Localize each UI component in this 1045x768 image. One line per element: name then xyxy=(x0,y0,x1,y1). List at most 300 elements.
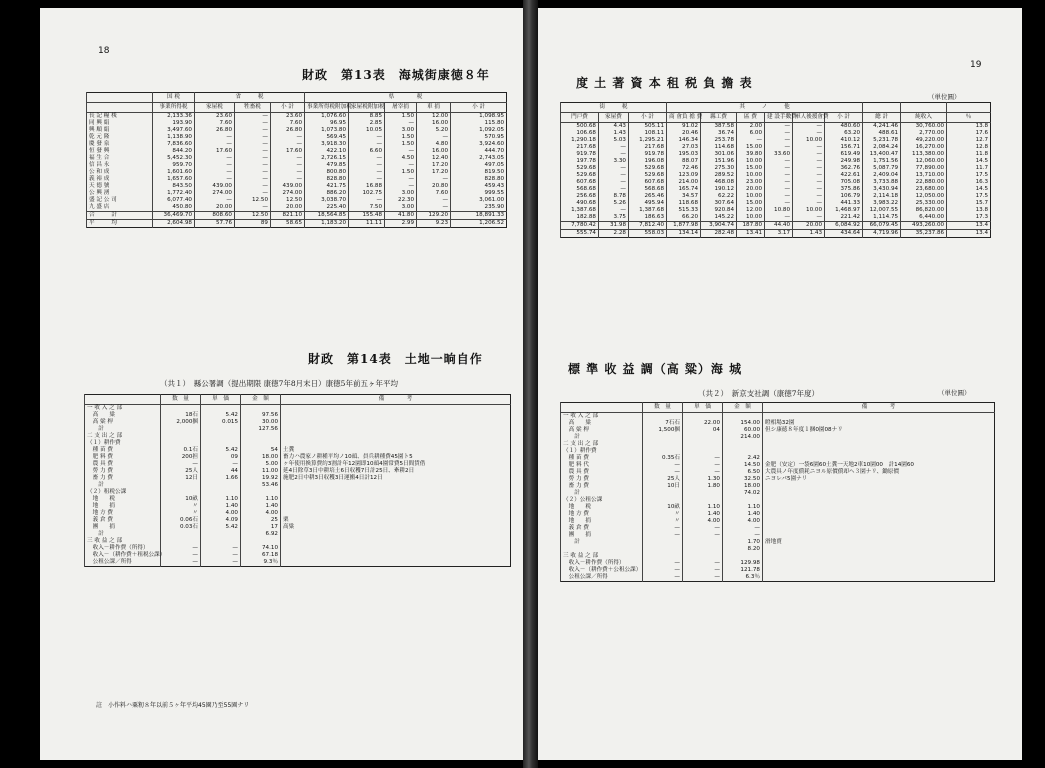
table-cell: 1,295.21 xyxy=(629,137,667,144)
table-row xyxy=(561,469,995,476)
row-label: 地 方 費 xyxy=(561,511,643,518)
table-cell: 0.03石 xyxy=(161,524,201,531)
table-cell: 7.60 xyxy=(271,120,305,127)
table-cell: 30,760.00 xyxy=(901,123,947,131)
table-cell: — xyxy=(271,169,305,176)
table-cell: 3.75 xyxy=(599,214,629,222)
table-cell: — xyxy=(683,574,723,582)
table-cell: 127.56 xyxy=(241,426,281,433)
table-row xyxy=(561,448,995,455)
table-row xyxy=(561,214,991,222)
right-page xyxy=(538,8,1022,760)
table-cell: — xyxy=(235,204,271,212)
table-cell xyxy=(281,482,511,489)
row-label: 合 計 xyxy=(87,212,153,220)
column-header: 備 考 xyxy=(281,395,511,405)
table-cell: 44.40 xyxy=(765,222,793,230)
table-cell xyxy=(281,412,511,419)
row-label: 一 收 入 之 部 xyxy=(85,405,161,413)
table-cell: — xyxy=(793,186,825,193)
table-cell xyxy=(763,525,995,532)
table-row xyxy=(561,151,991,158)
table-cell: 12,050.00 xyxy=(901,193,947,200)
table-cell: — xyxy=(195,141,235,148)
row-label: 勞 力 費 xyxy=(85,468,161,475)
row-label: 平 均 xyxy=(87,220,153,228)
table-cell: 13.4 xyxy=(947,222,991,230)
column-header: ％ xyxy=(947,113,991,123)
table-cell: 1,387.68 xyxy=(629,207,667,214)
column-header: 軍人後援會費 xyxy=(793,113,825,123)
table-cell: 421.75 xyxy=(305,183,349,190)
table-cell xyxy=(763,511,995,518)
table-cell: 17.6 xyxy=(947,130,991,137)
table14-note: 註 小作料ハ粟籾８年以前５ヶ年平均45園乃至55園ナリ xyxy=(96,702,250,709)
table-cell: — xyxy=(235,169,271,176)
table-cell: 3,061.00 xyxy=(451,197,507,204)
table-row xyxy=(561,574,995,582)
row-label: 肥 料 代 xyxy=(561,462,643,469)
table14-cont-title: 標 準 收 益 調（高 粱）海 城 xyxy=(568,362,743,376)
row-label: 490.68 xyxy=(561,200,599,207)
table-cell: 186.63 xyxy=(629,214,667,222)
table13-left-part xyxy=(86,92,507,228)
table-cell: 362.76 xyxy=(825,165,863,172)
table-cell: — xyxy=(793,179,825,186)
table-cell: 1.40 xyxy=(683,511,723,518)
table-cell: — xyxy=(201,559,241,567)
table-cell: — xyxy=(271,162,305,169)
table-cell: 3,904.74 xyxy=(701,222,737,230)
table-cell: 1.50 xyxy=(385,141,417,148)
table-cell: 1.43 xyxy=(793,230,825,238)
table-row xyxy=(561,158,991,165)
table-row xyxy=(561,546,995,553)
table-cell: 387.58 xyxy=(701,123,737,131)
table-cell xyxy=(683,448,723,455)
row-label: 收入－耕作費（所得） xyxy=(85,545,161,552)
row-label: 555.74 xyxy=(561,230,599,238)
table-row xyxy=(85,524,511,531)
table-cell xyxy=(281,440,511,447)
column-header: 商 會負 擔 費 xyxy=(667,113,701,123)
table-cell: — xyxy=(235,162,271,169)
table-cell: 187.80 xyxy=(737,222,765,230)
table-cell: — xyxy=(349,162,385,169)
table-cell: 886.20 xyxy=(305,190,349,197)
column-header: 家屋税附加税 xyxy=(349,103,385,113)
table-cell: 529.68 xyxy=(629,172,667,179)
table-row xyxy=(561,193,991,200)
table-cell: 26.80 xyxy=(195,127,235,134)
row-label: 計 xyxy=(85,482,161,489)
table-cell: 4,241.46 xyxy=(863,123,901,131)
row-label: 地 税 xyxy=(85,496,161,503)
row-label: 肥 料 費 xyxy=(85,454,161,461)
table-cell: 14.50 xyxy=(723,462,763,469)
table-cell: — xyxy=(349,169,385,176)
table-cell: — xyxy=(235,127,271,134)
table-cell: — xyxy=(765,137,793,144)
table-row xyxy=(85,447,511,454)
table-cell: 22.30 xyxy=(385,197,417,204)
table-cell: 1.66 xyxy=(201,475,241,482)
row-label: 計 xyxy=(561,434,643,441)
table-cell xyxy=(723,413,763,421)
table-row xyxy=(561,123,991,131)
table-cell: 栗 xyxy=(281,517,511,524)
table-cell: 延4日除草3日中耕培土6日収穫7日計25日、牽耕2日 xyxy=(281,468,511,475)
table-cell: — xyxy=(195,176,235,183)
table14-title: 財政 第14表 土地一晌自作 xyxy=(308,352,483,366)
table-row xyxy=(85,531,511,538)
table-cell: — xyxy=(643,462,683,469)
table-cell xyxy=(763,504,995,511)
table-cell: 488.61 xyxy=(863,130,901,137)
table-cell: 1,073.80 xyxy=(305,127,349,134)
table-cell: 6.60 xyxy=(349,148,385,155)
table-cell: 1.40 xyxy=(241,503,281,510)
table-cell: 14.5 xyxy=(947,186,991,193)
table-cell: 1.50 xyxy=(385,134,417,141)
table-cell: — xyxy=(235,155,271,162)
table-row xyxy=(87,127,507,134)
table-row xyxy=(87,148,507,155)
table-cell: 57.76 xyxy=(195,220,235,228)
table-cell: 〃 xyxy=(643,518,683,525)
row-label: 慶 發 泉 xyxy=(87,141,153,148)
table-cell: 6.50 xyxy=(723,469,763,476)
table-cell: 〃 xyxy=(161,510,201,517)
table-cell: 25人 xyxy=(643,476,683,483)
table-row xyxy=(85,405,511,413)
column-header: 牲畜税 xyxy=(235,103,271,113)
table-cell: — xyxy=(385,148,417,155)
table-cell: 106.79 xyxy=(825,193,863,200)
row-label: 畜 力 費 xyxy=(85,475,161,482)
table-cell: 20.46 xyxy=(667,130,701,137)
table-cell xyxy=(683,434,723,441)
table-cell: 422.10 xyxy=(305,148,349,155)
table-cell: — xyxy=(793,172,825,179)
table-cell xyxy=(241,440,281,447)
table-cell xyxy=(763,567,995,574)
row-label: 福 生 合 xyxy=(87,155,153,162)
table-row xyxy=(561,413,995,421)
table-cell: 10.00 xyxy=(737,193,765,200)
table-cell: 3.00 xyxy=(385,204,417,212)
table-cell: 17.60 xyxy=(271,148,305,155)
table-cell: 34.57 xyxy=(667,193,701,200)
table-cell xyxy=(241,489,281,496)
table-cell: 86,820.00 xyxy=(901,207,947,214)
table-cell: 441.33 xyxy=(825,200,863,207)
table-cell: 17.20 xyxy=(417,169,451,176)
table-row xyxy=(87,155,507,162)
table-cell: 10.00 xyxy=(737,172,765,179)
table-cell: 10.05 xyxy=(349,127,385,134)
table-cell xyxy=(683,413,723,421)
table-cell: 88.07 xyxy=(667,158,701,165)
table-cell: 497.05 xyxy=(451,162,507,169)
table-cell: 7.60 xyxy=(195,120,235,127)
table-cell: 17.5 xyxy=(947,172,991,179)
table-cell: — xyxy=(235,176,271,183)
table-cell xyxy=(281,496,511,503)
table-cell xyxy=(723,497,763,504)
table-cell: 3,038.70 xyxy=(305,197,349,204)
table-cell xyxy=(241,405,281,413)
table-cell: 13.41 xyxy=(737,230,765,238)
table-cell: 9.23 xyxy=(417,220,451,228)
table-cell: 495.94 xyxy=(629,200,667,207)
table14-cont-unit: （単位圓） xyxy=(938,389,971,397)
table-cell: 97.56 xyxy=(241,412,281,419)
table-cell: 1,468.97 xyxy=(825,207,863,214)
table-cell xyxy=(201,440,241,447)
table-cell: 1,183.20 xyxy=(305,220,349,228)
table-cell: 844.20 xyxy=(153,148,195,155)
row-label: 高 粱 xyxy=(85,412,161,419)
table-cell: 479.85 xyxy=(305,162,349,169)
table-cell: — xyxy=(195,134,235,141)
table-cell: 828.80 xyxy=(451,176,507,183)
row-label: 7,780.42 xyxy=(561,222,599,230)
table-cell: — xyxy=(683,560,723,567)
table-cell: 畜力ハ農家ノ耕種平均ノ10頭、員兵耕種費45園ト5 xyxy=(281,454,511,461)
row-label: 高 粱 xyxy=(561,420,643,427)
table-cell: 11.11 xyxy=(349,220,385,228)
table-cell xyxy=(281,545,511,552)
table-cell: 0.015 xyxy=(201,419,241,426)
table-cell: 10.80 xyxy=(765,207,793,214)
table-cell: 274.00 xyxy=(195,190,235,197)
table14-subtitle: （共１） 縣公署調（提出期限 康徳7年8月末日）康徳5年前五ヶ年平均 xyxy=(160,379,398,388)
table-row xyxy=(85,454,511,461)
table-cell xyxy=(161,489,201,496)
table-cell: 6.00 xyxy=(737,130,765,137)
table-cell: — xyxy=(599,172,629,179)
table-cell: 30.00 xyxy=(241,419,281,426)
table-cell: — xyxy=(349,134,385,141)
table-cell xyxy=(201,426,241,433)
table-cell: 5,452.30 xyxy=(153,155,195,162)
table-cell: 568.68 xyxy=(629,186,667,193)
table-cell: 77,890.00 xyxy=(901,165,947,172)
table-cell: 13,710.00 xyxy=(901,172,947,179)
table-cell: 4.00 xyxy=(241,510,281,517)
table-cell: 4.43 xyxy=(599,123,629,131)
table-cell: 11.8 xyxy=(947,151,991,158)
row-label: 團 捐 xyxy=(85,524,161,531)
table-cell xyxy=(723,441,763,448)
row-label: 九 盛 店 xyxy=(87,204,153,212)
table-cell: 439.00 xyxy=(271,183,305,190)
table-cell: 04 xyxy=(683,427,723,434)
column-header: 門戸費 xyxy=(561,113,599,123)
table-cell: 6,077.40 xyxy=(153,197,195,204)
table-cell xyxy=(683,490,723,497)
table-cell: 35,237.86 xyxy=(901,230,947,238)
table-cell: — xyxy=(385,120,417,127)
header-blank xyxy=(87,93,153,103)
table-cell: 7,836.60 xyxy=(153,141,195,148)
table-row xyxy=(561,230,991,238)
table-row xyxy=(561,560,995,567)
row-label: 公租公課／所得 xyxy=(85,559,161,567)
table-cell xyxy=(723,553,763,560)
table-row xyxy=(85,433,511,440)
table-row xyxy=(561,222,991,230)
table-cell: — xyxy=(235,134,271,141)
table-cell: 16,270.00 xyxy=(901,144,947,151)
table14-right-part xyxy=(560,402,995,582)
table-cell: 920.84 xyxy=(701,207,737,214)
table-cell: 225.40 xyxy=(305,204,349,212)
table-cell: 1,206.52 xyxy=(451,220,507,228)
table-cell: 66.20 xyxy=(667,214,701,222)
table-cell: 2,000捆 xyxy=(161,419,201,426)
table-cell: 450.80 xyxy=(153,204,195,212)
table-cell: 23.60 xyxy=(195,113,235,121)
table-cell: — xyxy=(643,469,683,476)
table-cell: — xyxy=(793,165,825,172)
table-cell: — xyxy=(683,567,723,574)
header-blank xyxy=(947,103,991,113)
table-cell: — xyxy=(793,158,825,165)
row-label: 計 xyxy=(85,426,161,433)
table-cell: 434.64 xyxy=(825,230,863,238)
table-cell xyxy=(643,448,683,455)
table-cell: 12.7 xyxy=(947,137,991,144)
column-header: 縣工費 xyxy=(701,113,737,123)
row-label: 500.68 xyxy=(561,123,599,131)
table-cell: 7.50 xyxy=(349,204,385,212)
table-cell: — xyxy=(385,183,417,190)
row-label: 256.68 xyxy=(561,193,599,200)
table-cell: 221.42 xyxy=(825,214,863,222)
table-cell: — xyxy=(195,169,235,176)
row-label: 興 順 絹 xyxy=(87,127,153,134)
table-cell: 20.00 xyxy=(195,204,235,212)
table-cell: 5.42 xyxy=(201,412,241,419)
table-cell: — xyxy=(793,123,825,131)
table-cell: 1.10 xyxy=(683,504,723,511)
table-row xyxy=(85,510,511,517)
column-header: 屠宰捐 xyxy=(385,103,417,113)
table-cell: — xyxy=(723,525,763,532)
table-cell: 118.68 xyxy=(667,200,701,207)
table-cell: 6.3％ xyxy=(723,574,763,582)
table-cell: 18.00 xyxy=(723,483,763,490)
table-cell: 217.68 xyxy=(629,144,667,151)
table-row xyxy=(561,200,991,207)
table-cell: 18,564.85 xyxy=(305,212,349,220)
table-cell: 274.00 xyxy=(271,190,305,197)
table-cell xyxy=(763,574,995,582)
table-cell: — xyxy=(643,567,683,574)
table-cell: 0.06石 xyxy=(161,517,201,524)
table-row xyxy=(85,475,511,482)
table-cell: 12.50 xyxy=(271,197,305,204)
table-cell: — xyxy=(723,532,763,539)
table-cell: 但シ康徳８年度１捆0園08ナリ xyxy=(763,427,995,434)
table-cell xyxy=(281,531,511,538)
table-cell: 10畝 xyxy=(643,504,683,511)
table-cell: — xyxy=(235,113,271,121)
table-cell xyxy=(763,497,995,504)
table-cell: 2,114.18 xyxy=(863,193,901,200)
table-cell xyxy=(683,553,723,560)
table-cell xyxy=(763,553,995,560)
table-cell: — xyxy=(161,545,201,552)
row-label: 義 倉 費 xyxy=(85,517,161,524)
row-label: 勞 力 費 xyxy=(561,476,643,483)
table-cell: — xyxy=(349,155,385,162)
table-row xyxy=(87,183,507,190)
table-cell: 200担 xyxy=(161,454,201,461)
row-label: （２）公租公課 xyxy=(561,497,643,504)
row-label: 收入－（耕作費＋租税公課） xyxy=(85,552,161,559)
table-cell: — xyxy=(201,552,241,559)
table-cell: 705.08 xyxy=(825,179,863,186)
table-cell: — xyxy=(235,141,271,148)
table-cell: 1,138.90 xyxy=(153,134,195,141)
table-cell xyxy=(281,538,511,545)
table-cell: 7.60 xyxy=(417,190,451,197)
table-cell: 16.00 xyxy=(417,148,451,155)
row-label: （１）耕作費 xyxy=(85,440,161,447)
table-cell xyxy=(281,552,511,559)
table-row xyxy=(561,165,991,172)
table-cell: 20.80 xyxy=(417,183,451,190)
table-cell: — xyxy=(417,204,451,212)
table-cell: 74.10 xyxy=(241,545,281,552)
table-cell: 3.17 xyxy=(765,230,793,238)
header-blank xyxy=(901,103,947,113)
column-header: 區 費 xyxy=(737,113,765,123)
table-cell: 2,084.24 xyxy=(863,144,901,151)
table-cell: 15.00 xyxy=(737,165,765,172)
table-cell: 919.78 xyxy=(629,151,667,158)
table-cell: — xyxy=(793,200,825,207)
row-label: 地 捐 xyxy=(85,503,161,510)
table-cell: 558.03 xyxy=(629,230,667,238)
table14-cont-subtitle: （共２） 新京支社調（康徳7年度） xyxy=(698,389,820,398)
table-cell: 821.10 xyxy=(271,212,305,220)
table-row xyxy=(561,553,995,560)
table-cell: 74.02 xyxy=(723,490,763,497)
table-cell: 2.00 xyxy=(737,123,765,131)
table-cell xyxy=(201,405,241,413)
table-cell: 17.5 xyxy=(947,193,991,200)
row-label: 1,290.18 xyxy=(561,137,599,144)
table-cell: 49,220.00 xyxy=(901,137,947,144)
table-cell: 3,497.60 xyxy=(153,127,195,134)
table-row xyxy=(85,503,511,510)
table-cell: 09 xyxy=(201,454,241,461)
table-row xyxy=(87,141,507,148)
table-cell xyxy=(161,405,201,413)
table-row xyxy=(85,552,511,559)
table-cell xyxy=(643,490,683,497)
table-cell: 6,084.92 xyxy=(825,222,863,230)
table-row xyxy=(85,496,511,503)
table-cell: 23.00 xyxy=(737,179,765,186)
table-cell: — xyxy=(417,176,451,183)
row-label: 197.78 xyxy=(561,158,599,165)
table-cell: — xyxy=(201,545,241,552)
